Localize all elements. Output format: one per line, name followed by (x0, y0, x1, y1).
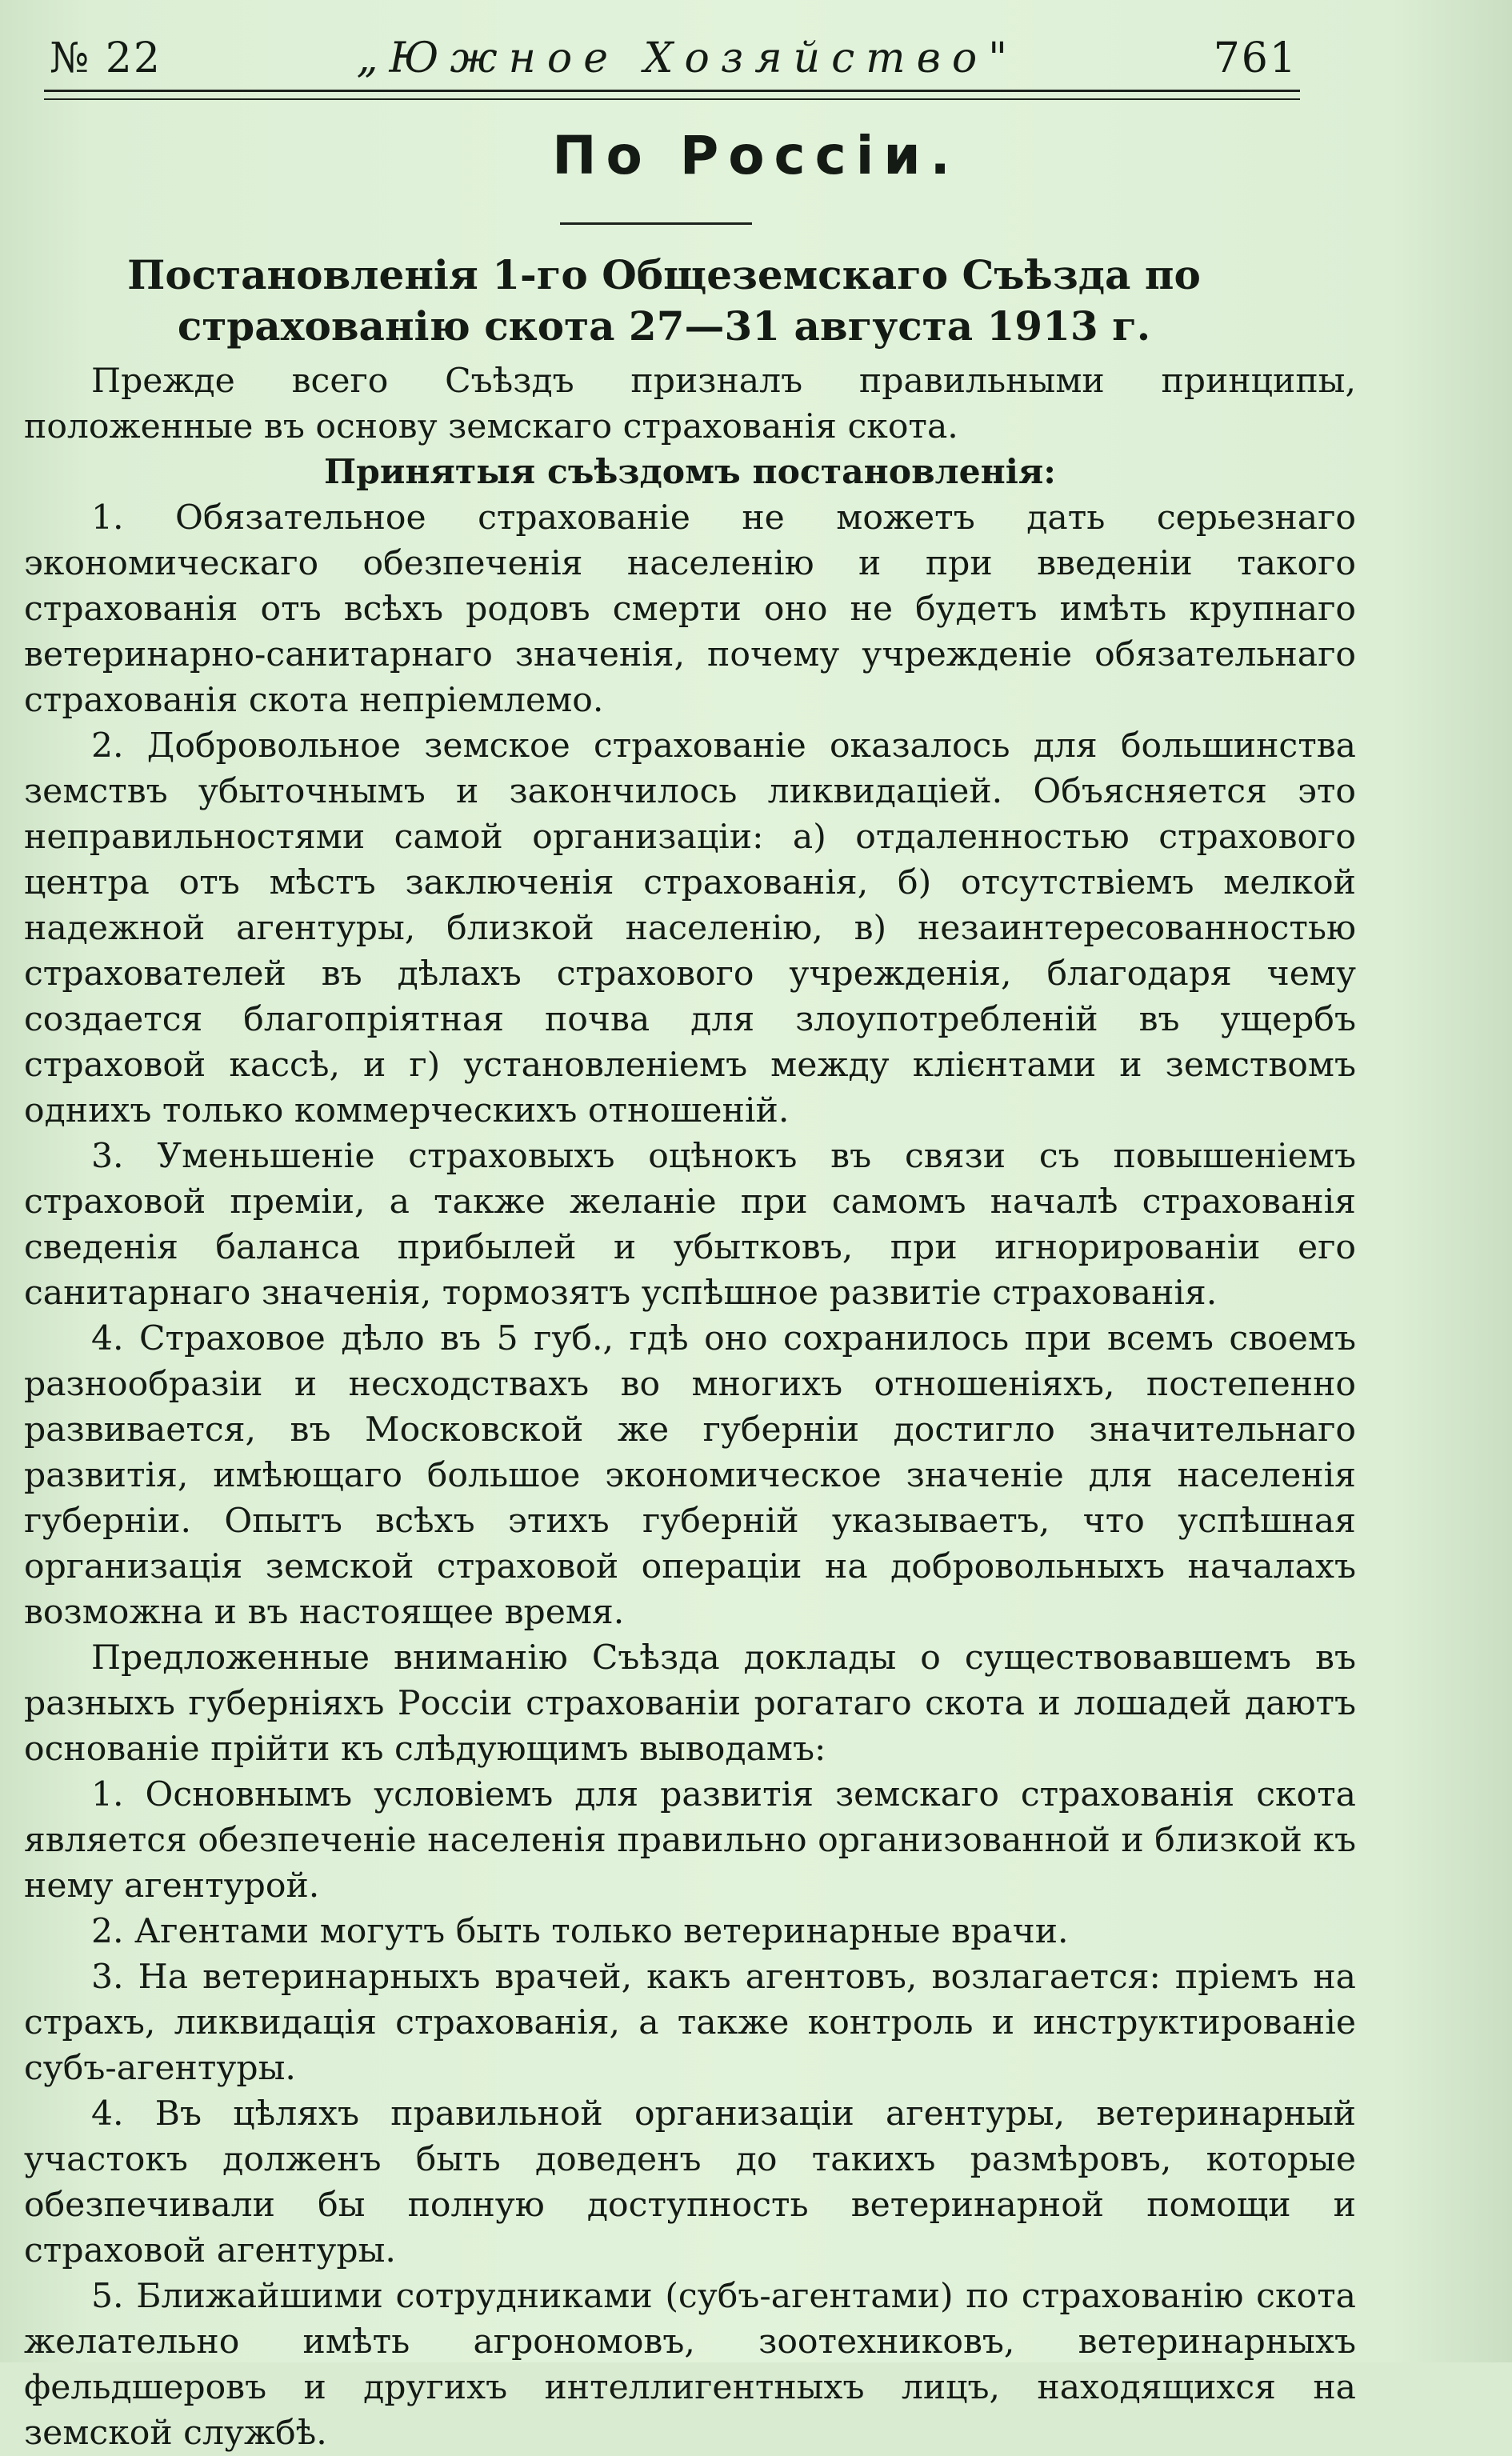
journal-title: „Южное Хозяйство" (356, 34, 1019, 82)
page-number: 761 (1213, 34, 1298, 82)
header-rule (44, 90, 1300, 100)
issue-number: № 22 (50, 34, 162, 82)
conclusion-paragraph: 4. Въ цѣляхъ правильной организаціи агентуры, ветеринарный участокъ долженъ быть доведенъ до такихъ размѣровъ, которые обезпечивали бы полную доступность ветеринарной помощи и страховой агентуры. (24, 2094, 1356, 2270)
resolutions-heading: Принятыя съѣздомъ постановленія: (323, 452, 1057, 492)
conclusion-paragraph: 5. Ближайшими сотрудниками (субъ-агентами) по страхованію скота желательно имѣть агрономовъ, зоотехниковъ, ветеринарныхъ фельдшеровъ и другихъ интеллигентныхъ лицъ, находящихся на земской службѣ. (24, 2277, 1356, 2453)
conclusion-paragraph: 2. Агентами могутъ быть только ветеринарные врачи. (91, 1912, 1069, 1951)
resolution-paragraph: 4. Страховое дѣло въ 5 губ., гдѣ оно сохранилось при всемъ своемъ разнообразіи и несходствахъ во многихъ отношеніяхъ, постепенно развивается, въ Московской же губерніи достигло значительнаго развитія, имѣющаго большое экономическое значеніе для населенія губерніи. Опытъ всѣхъ этихъ губерній указываетъ, что успѣшная организація земской страховой операціи на добровольныхъ началахъ возможна и въ настоящее время. (24, 1319, 1356, 1632)
resolution-paragraph: 2. Добровольное земское страхованіе оказалось для большинства земствъ убыточнымъ и закончилось ликвидаціей. Объясняется это неправильностями самой организаціи: а) отдаленностью страхового центра отъ мѣстъ заключенія страхованія, б) отсутствіемъ мелкой надежной агентуры, близкой населенію, в) незаинтересованностью страхователей въ дѣлахъ страхового учрежденія, благодаря чему создается благопріятная почва для злоупотребленій въ ущербъ страховой кассѣ, и г) установленіемъ между клієнтами и земствомъ однихъ только коммерческихъ отношеній. (24, 726, 1356, 1130)
article-body (24, 358, 1356, 2456)
intro-paragraph: Прежде всего Съѣздъ призналъ правильными принципы, положенные въ основу земскаго страхованія скота. (24, 362, 1356, 446)
conclusion-paragraph: 1. Основнымъ условіемъ для развитія земскаго страхованія скота является обезпеченіе населенія правильно организованной и близкой къ нему агентурой. (24, 1775, 1356, 1906)
conclusion-paragraph: 3. На ветеринарныхъ врачей, какъ агентовъ, возлагается: пріемъ на страхъ, ликвидація страхованія, а также контроль и инструктированіе субъ-агентуры. (24, 1958, 1356, 2088)
proposal-intro-paragraph: Предложенные вниманію Съѣзда доклады о существовавшемъ въ разныхъ губерніяхъ Россіи страхованіи рогатаго скота и лошадей даютъ основаніе прійти къ слѣдующимъ выводамъ: (24, 1638, 1356, 1769)
resolution-paragraph: 1. Обязательное страхованіе не можетъ дать серьезнаго экономическаго обезпеченія населенію и при введеніи такого страхованія отъ всѣхъ родовъ смерти оно не будетъ имѣть крупнаго ветеринарно-санитарнаго значенія, почему учрежденіе обязательнаго страхованія скота непріемлемо. (24, 498, 1356, 720)
section-title: По Россіи. (552, 125, 960, 186)
section-divider (560, 222, 752, 225)
article-title: Постановленія 1-го Общеземскаго Съѣзда по страхованію скота 27—31 августа 1913 г. (127, 251, 1201, 350)
resolution-paragraph: 3. Уменьшеніе страховыхъ оцѣнокъ въ связи съ повышеніемъ страховой преміи, а также желаніе при самомъ началѣ страхованія сведенія баланса прибылей и убытковъ, при игнорированіи его санитарнаго значенія, тормозятъ успѣшное развитіе страхованія. (24, 1137, 1356, 1313)
page-header (50, 30, 1298, 86)
